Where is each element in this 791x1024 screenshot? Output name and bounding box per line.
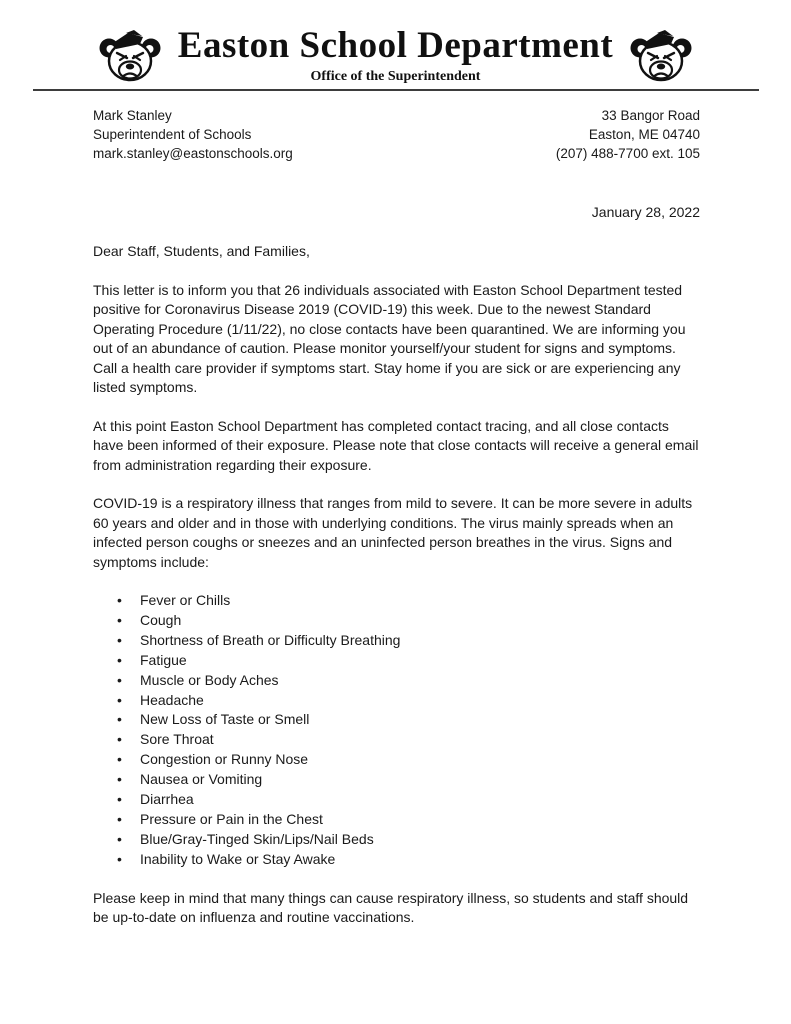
symptom-item: • Pressure or Pain in the Chest xyxy=(93,810,700,830)
letter-date: January 28, 2022 xyxy=(591,204,700,220)
header-divider xyxy=(33,89,759,91)
contact-block xyxy=(93,106,700,163)
paragraph-announcement: This letter is to inform you that 26 individuals associated with Easton School Department tested positive for Coronavirus Disease 2019 (COVID-19) this week. Due to the newest Standard Operating Procedure (1/11/22), no close contacts have been quarantined. We are informing you out of an abundance of caution. Please monitor yourself/your student for signs and symptoms. Call a health care provider if symptoms start. Stay home if you are sick or are experiencing any listed symptoms. xyxy=(93,281,686,395)
bear-mascot-icon xyxy=(98,27,162,85)
sender-email: mark.stanley@eastonschools.org xyxy=(93,146,293,161)
address-phone: (207) 488-7700 ext. 105 xyxy=(555,146,700,161)
symptom-item: • Fatigue xyxy=(93,651,700,671)
address-city: Easton, ME 04740 xyxy=(588,127,700,142)
symptom-item: • Congestion or Runny Nose xyxy=(93,750,700,770)
letter-body xyxy=(93,242,700,928)
symptom-item: • Nausea or Vomiting xyxy=(93,770,700,790)
symptom-item: • Diarrhea xyxy=(93,790,700,810)
sender-role: Superintendent of Schools xyxy=(93,127,252,142)
address-street: 33 Bangor Road xyxy=(601,108,700,123)
address-info xyxy=(556,106,700,163)
letterhead xyxy=(0,0,791,85)
symptoms-list xyxy=(93,591,700,870)
symptom-item: • Fever or Chills xyxy=(93,591,700,611)
salutation: Dear Staff, Students, and Families, xyxy=(93,243,310,259)
sender-name: Mark Stanley xyxy=(93,108,172,123)
org-subtitle: Office of the Superintendent xyxy=(310,69,481,84)
symptom-item: • Sore Throat xyxy=(93,730,700,750)
symptom-item: • Shortness of Breath or Difficulty Breathing xyxy=(93,631,700,651)
letterhead-title-block xyxy=(176,26,615,85)
closing-paragraph: Please keep in mind that many things can cause respiratory illness, so students and staff should be up-to-date on influenza and routine vaccinations. xyxy=(93,889,689,926)
org-title: Easton School Department xyxy=(177,25,614,66)
paragraph-covid-info: COVID-19 is a respiratory illness that ranges from mild to severe. It can be more severe in adults 60 years and older and in those with underlying conditions. The virus mainly spreads when an infected person coughs or sneezes and an uninfected person breathes in the virus. Signs and symptoms include: xyxy=(93,495,693,570)
symptom-item: • Inability to Wake or Stay Awake xyxy=(93,850,700,870)
paragraph-contact-tracing: At this point Easton School Department has completed contact tracing, and all close contacts have been informed of their exposure. Please note that close contacts will receive a general email from administration regarding their exposure. xyxy=(93,417,699,473)
symptom-item: • Blue/Gray-Tinged Skin/Lips/Nail Beds xyxy=(93,830,700,850)
bear-mascot-icon xyxy=(629,27,693,85)
sender-info xyxy=(93,106,293,163)
symptom-item: • Cough xyxy=(93,611,700,631)
symptom-item: • Muscle or Body Aches xyxy=(93,671,700,691)
symptom-item: • New Loss of Taste or Smell xyxy=(93,710,700,730)
symptom-item: • Headache xyxy=(93,691,700,711)
